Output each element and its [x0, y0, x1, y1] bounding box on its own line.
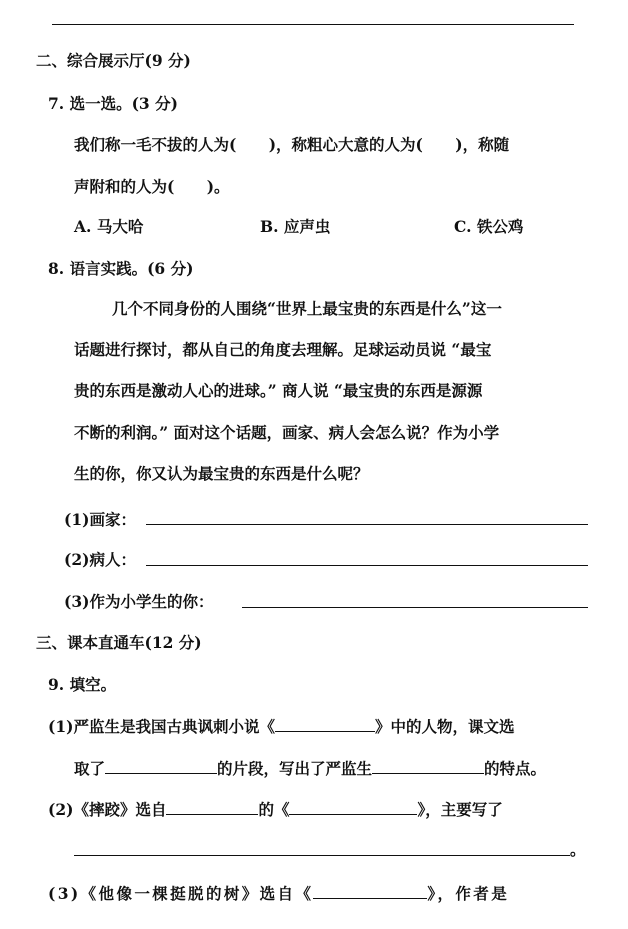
q8-title: 8. 语言实践。(6 分): [48, 259, 194, 278]
q8-sub2-label: (2)病人：: [64, 550, 136, 569]
q7-option-c: C. 铁公鸡: [454, 217, 524, 236]
q8-sub3-label: (3)作为小学生的你：: [64, 592, 214, 611]
section2-heading: 二、综合展示厅(9 分): [36, 51, 191, 70]
top-rule: [52, 24, 574, 25]
q9-p1-blank-trait[interactable]: [372, 758, 484, 775]
q9-p1-text-b: 》中的人物，课文选: [374, 717, 515, 736]
q9-p2-blank-book[interactable]: [289, 799, 417, 816]
q9-part2-line1: [48, 798, 628, 820]
q7-line2: 声附和的人为( )。: [74, 177, 230, 196]
q9-p1-text-a: (1)严监生是我国古典讽刺小说《: [48, 717, 275, 736]
q9-p2-text-c: 》，主要写了: [417, 800, 503, 819]
q9-p1-blank-excerpt[interactable]: [105, 758, 217, 775]
q8-para-line5: 生的你，你又认为最宝贵的东西是什么呢？: [74, 464, 369, 483]
q8-para-line1: 几个不同身份的人围绕“世界上最宝贵的东西是什么”这一: [112, 299, 502, 318]
q9-title: 9. 填空。: [48, 675, 117, 694]
q8-sub2-answer-line[interactable]: [146, 565, 588, 566]
q7-title: 7. 选一选。(3 分): [48, 94, 178, 113]
section3-heading: 三、课本直通车(12 分): [36, 633, 202, 652]
q9-p2-text-b: 的《: [258, 800, 290, 819]
q9-p2-blank-author[interactable]: [166, 799, 258, 816]
q7-line1: 我们称一毛不拔的人为( )，称粗心大意的人为( )，称随: [74, 135, 510, 154]
q8-sub3-answer-line[interactable]: [242, 607, 588, 608]
q8-sub1-label: (1)画家：: [64, 510, 136, 529]
q8-para-line3: 贵的东西是激动人心的进球。” 商人说 “最宝贵的东西是源源: [74, 381, 483, 400]
q8-para-line2: 话题进行探讨，都从自己的角度去理解。足球运动员说 “最宝: [74, 340, 492, 359]
q9-p2-end-mark: 。: [570, 840, 586, 859]
q9-p1-text-e: 的特点。: [484, 759, 547, 778]
q9-part1-line2: [74, 757, 628, 779]
q9-p1-text-d: 的片段，写出了严监生: [217, 759, 373, 778]
q9-part1-line1: [48, 715, 628, 737]
q9-p2-text-a: (2)《摔跤》选自: [48, 800, 167, 819]
q9-part3-line1: [48, 882, 628, 904]
q7-option-b: B. 应声虫: [260, 217, 331, 236]
q9-p1-blank-novel[interactable]: [275, 716, 375, 733]
q9-p1-text-c: 取了: [74, 759, 106, 778]
q9-p3-text-a: (3)《他像一棵挺脱的树》选自《: [48, 884, 314, 903]
q9-p3-blank-source[interactable]: [313, 883, 427, 900]
q9-p2-summary-line[interactable]: [74, 855, 570, 856]
q7-option-a: A. 马大哈: [74, 217, 144, 236]
q8-para-line4: 不断的利润。” 面对这个话题，画家、病人会怎么说？作为小学: [74, 423, 500, 442]
q9-p3-text-b: 》，作者是: [427, 884, 510, 903]
q8-sub1-answer-line[interactable]: [146, 524, 588, 525]
